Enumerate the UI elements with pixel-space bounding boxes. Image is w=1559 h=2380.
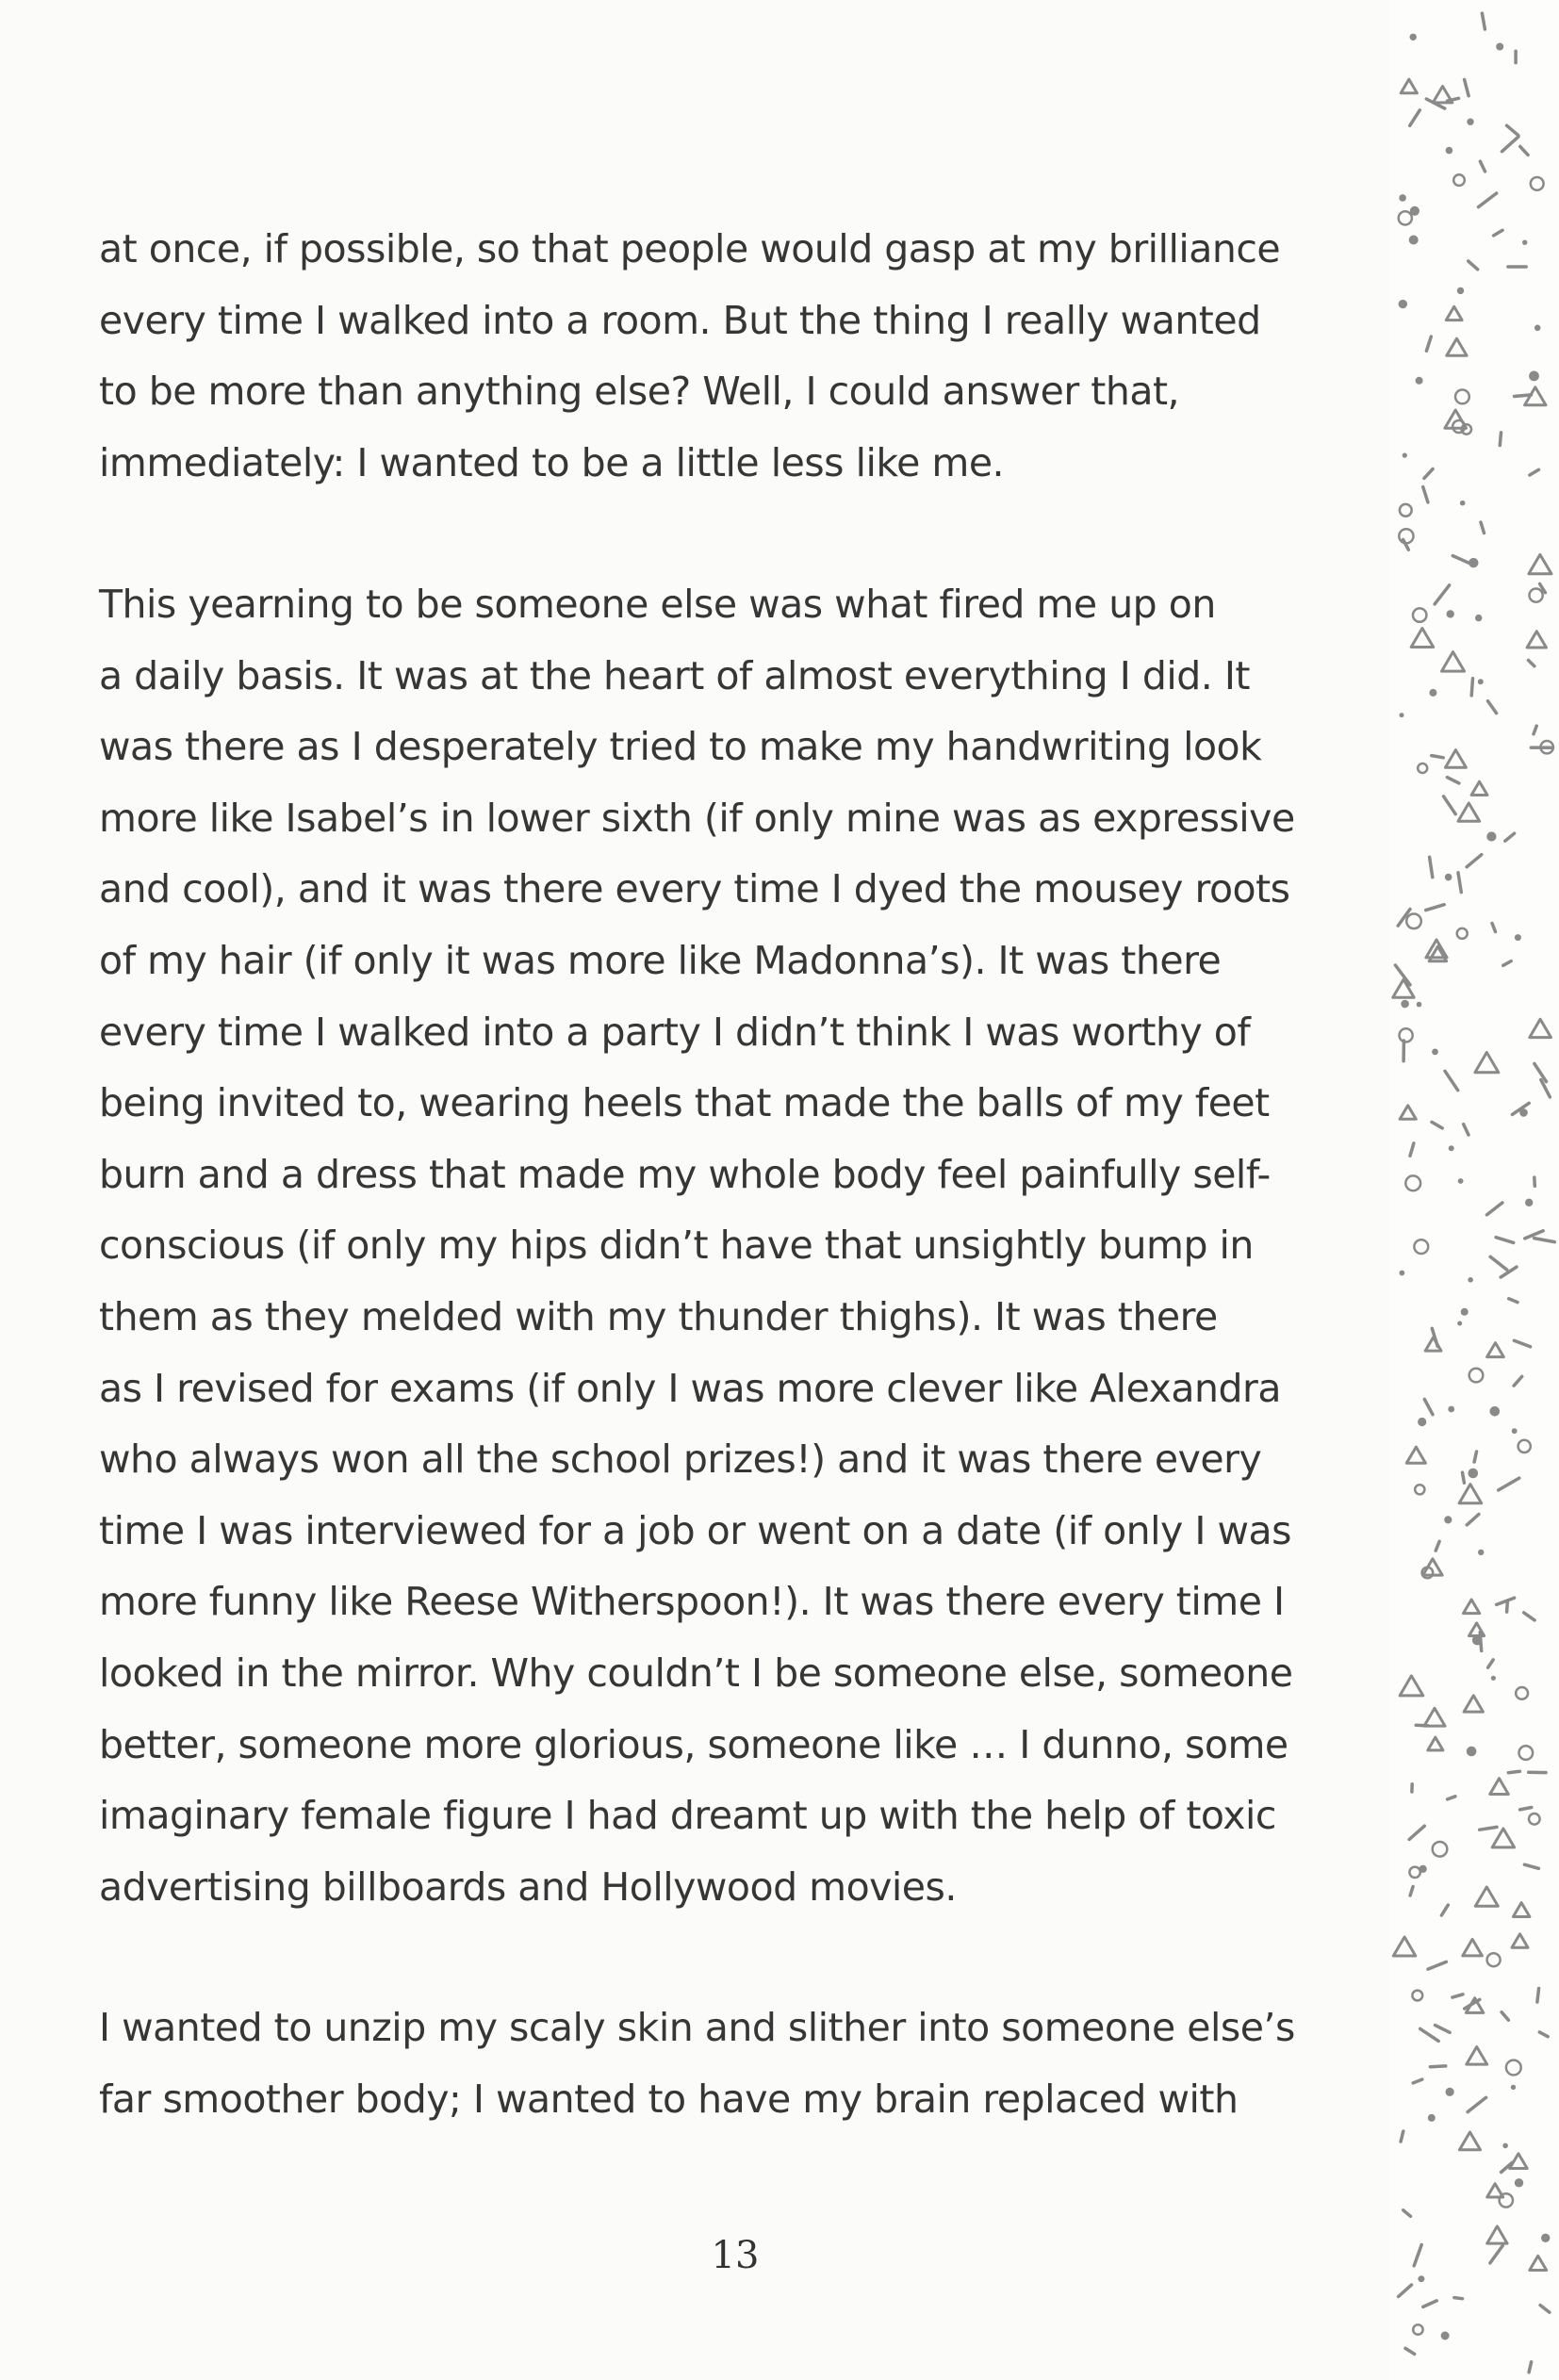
confetti-mark bbox=[1516, 1687, 1528, 1699]
confetti-mark bbox=[1527, 632, 1546, 648]
confetti-mark bbox=[1414, 1239, 1428, 1254]
confetti-mark bbox=[1399, 194, 1406, 202]
confetti-mark bbox=[1487, 2226, 1507, 2243]
confetti-mark bbox=[1467, 119, 1473, 125]
confetti-mark bbox=[1502, 2143, 1508, 2149]
confetti-mark bbox=[1541, 2234, 1550, 2242]
confetti-mark bbox=[1423, 2301, 1436, 2307]
confetti-mark bbox=[1499, 1478, 1519, 1490]
confetti-mark bbox=[1447, 778, 1459, 783]
confetti-mark bbox=[1488, 1660, 1494, 1667]
confetti-mark bbox=[1539, 2032, 1548, 2037]
confetti-mark bbox=[1519, 1746, 1534, 1760]
confetti-mark bbox=[1467, 1747, 1477, 1757]
confetti-mark bbox=[1491, 1676, 1496, 1681]
confetti-mark bbox=[1524, 1864, 1538, 1868]
confetti-mark bbox=[1522, 240, 1527, 245]
confetti-mark bbox=[1424, 1400, 1433, 1415]
confetti-mark bbox=[1432, 1049, 1438, 1056]
confetti-mark bbox=[1515, 395, 1532, 397]
confetti-mark bbox=[1497, 1598, 1515, 1604]
confetti-mark bbox=[1469, 1469, 1479, 1479]
confetti-mark bbox=[1511, 2085, 1516, 2090]
text-line: as I revised for exams (if only I was more clever like Alexandra bbox=[99, 1365, 1281, 1411]
confetti-mark bbox=[1478, 1550, 1484, 1555]
confetti-mark bbox=[1503, 961, 1512, 966]
confetti-mark bbox=[1425, 1338, 1441, 1351]
confetti-mark bbox=[1515, 934, 1521, 941]
confetti-mark bbox=[1537, 1989, 1539, 2003]
confetti-mark bbox=[1464, 1600, 1480, 1614]
confetti-mark bbox=[1432, 756, 1443, 758]
confetti-mark bbox=[1506, 2060, 1521, 2076]
confetti-mark bbox=[1420, 2028, 1439, 2041]
text-line: a daily basis. It was at the heart of almost everything I did. It bbox=[99, 652, 1251, 698]
confetti-mark bbox=[1424, 469, 1433, 479]
confetti-mark bbox=[1468, 2097, 1486, 2111]
confetti-mark bbox=[1426, 336, 1431, 351]
confetti-mark bbox=[1457, 1321, 1462, 1326]
confetti-mark bbox=[1530, 469, 1539, 475]
confetti-mark bbox=[1534, 1239, 1555, 1242]
confetti-mark bbox=[1428, 2114, 1436, 2122]
confetti-mark bbox=[1401, 1000, 1409, 1009]
confetti-mark bbox=[1413, 608, 1426, 621]
confetti-mark bbox=[1486, 831, 1496, 841]
confetti-mark bbox=[1496, 1238, 1514, 1243]
confetti-mark bbox=[1445, 410, 1467, 428]
confetti-mark bbox=[1530, 1019, 1551, 1037]
confetti-mark bbox=[1400, 1028, 1413, 1042]
confetti-mark bbox=[1409, 1826, 1424, 1839]
text-line: This yearning to be someone else was what fired me up on bbox=[99, 582, 1216, 627]
confetti-mark bbox=[1500, 2193, 1513, 2207]
confetti-mark bbox=[1458, 1178, 1464, 1184]
confetti-mark bbox=[1416, 377, 1423, 385]
confetti-mark bbox=[1423, 487, 1428, 502]
text-line: them as they melded with my thunder thighs). It was there bbox=[99, 1293, 1218, 1339]
confetti-mark bbox=[1529, 554, 1551, 573]
confetti-mark bbox=[1441, 1905, 1448, 1915]
text-line: burn and a dress that made my whole body feel painfully self- bbox=[99, 1151, 1271, 1197]
confetti-mark bbox=[1502, 137, 1518, 152]
confetti-mark bbox=[1409, 236, 1419, 245]
confetti-mark bbox=[1410, 1143, 1414, 1156]
confetti-mark bbox=[1529, 2362, 1532, 2372]
confetti-mark bbox=[1488, 701, 1497, 714]
confetti-mark bbox=[1467, 1515, 1479, 1525]
page-number: 13 bbox=[711, 2234, 760, 2277]
confetti-mark bbox=[1467, 855, 1482, 867]
confetti-mark bbox=[1482, 13, 1485, 29]
confetti-mark bbox=[1520, 1808, 1532, 1810]
confetti-mark bbox=[1465, 79, 1469, 95]
confetti-mark bbox=[1524, 1613, 1534, 1620]
confetti-mark bbox=[1540, 2306, 1550, 2313]
paragraph-3 bbox=[99, 1993, 1357, 2135]
confetti-mark bbox=[1518, 1440, 1531, 1453]
confetti-mark bbox=[1415, 1485, 1424, 1494]
confetti-mark bbox=[1463, 1939, 1483, 1956]
confetti-mark bbox=[1458, 803, 1480, 821]
confetti-mark bbox=[1480, 1827, 1497, 1830]
paragraph-1 bbox=[99, 214, 1357, 499]
confetti-mark bbox=[1413, 2324, 1422, 2334]
confetti-mark bbox=[1460, 501, 1466, 506]
confetti-mark bbox=[1525, 1199, 1533, 1206]
confetti-mark bbox=[1406, 1447, 1425, 1463]
text-line: at once, if possible, so that people would gasp at my brilliance bbox=[99, 226, 1281, 271]
confetti-mark bbox=[1512, 1934, 1528, 1948]
confetti-mark bbox=[1452, 1994, 1463, 1997]
confetti-mark bbox=[1435, 585, 1450, 604]
confetti-mark bbox=[1412, 1991, 1422, 2001]
confetti-mark bbox=[1400, 1106, 1416, 1120]
text-line: was there as I desperately tried to make my handwriting look bbox=[99, 724, 1262, 770]
confetti-mark bbox=[1512, 1428, 1518, 1434]
confetti-mark bbox=[1447, 610, 1454, 617]
confetti-mark bbox=[1445, 1071, 1458, 1090]
confetti-mark bbox=[1475, 1887, 1498, 1906]
confetti-mark bbox=[1432, 1122, 1442, 1128]
confetti-mark bbox=[1534, 1177, 1535, 1186]
confetti-pattern-graphic bbox=[1390, 0, 1559, 2380]
confetti-mark bbox=[1445, 874, 1452, 881]
text-line: better, someone more glorious, someone like … I dunno, some bbox=[99, 1721, 1288, 1767]
confetti-mark bbox=[1500, 433, 1501, 446]
confetti-mark bbox=[1530, 2256, 1547, 2270]
confetti-mark bbox=[1515, 2178, 1523, 2187]
confetti-mark bbox=[1464, 1696, 1483, 1712]
text-line: and cool), and it was there every time I dyed the mousey roots bbox=[99, 866, 1290, 912]
confetti-mark bbox=[1448, 1406, 1454, 1413]
confetti-mark bbox=[1487, 1203, 1502, 1215]
confetti-mark bbox=[1401, 2131, 1403, 2142]
confetti-mark bbox=[1494, 230, 1503, 236]
confetti-mark bbox=[1457, 287, 1464, 294]
text-line: more funny like Reese Witherspoon!). It was there every time I bbox=[99, 1579, 1285, 1625]
confetti-mark bbox=[1507, 125, 1518, 135]
confetti-mark bbox=[1464, 1124, 1469, 1135]
confetti-mark bbox=[1418, 1418, 1426, 1426]
confetti-mark bbox=[1418, 763, 1427, 773]
confetti-mark bbox=[1446, 306, 1462, 320]
confetti-mark bbox=[1459, 2132, 1480, 2150]
confetti-mark bbox=[1448, 1797, 1455, 1799]
text-line: immediately: I wanted to be a little less like me. bbox=[99, 439, 1005, 485]
confetti-mark bbox=[1519, 1108, 1528, 1117]
text-line: every time I walked into a party I didn’t think I was worthy of bbox=[99, 1009, 1251, 1055]
confetti-mark bbox=[1507, 1600, 1508, 1612]
confetti-mark bbox=[1424, 1708, 1445, 1726]
confetti-mark bbox=[1472, 1635, 1483, 1646]
confetti-mark bbox=[1418, 2275, 1424, 2282]
confetti-mark bbox=[1405, 2348, 1415, 2354]
confetti-mark bbox=[1510, 2154, 1528, 2169]
confetti-mark bbox=[1481, 522, 1485, 533]
text-line: imaginary female figure I had dreamt up with the help of toxic bbox=[99, 1793, 1276, 1839]
confetti-mark bbox=[1534, 325, 1541, 332]
confetti-mark bbox=[1403, 2210, 1411, 2217]
text-line: who always won all the school prizes!) and it was there every bbox=[99, 1436, 1262, 1483]
confetti-mark bbox=[1490, 1256, 1507, 1270]
confetti-mark bbox=[1463, 1472, 1465, 1483]
confetti-mark bbox=[1505, 833, 1515, 841]
confetti-mark bbox=[1475, 1053, 1499, 1073]
confetti-mark bbox=[1430, 857, 1433, 877]
confetti-mark bbox=[1399, 2285, 1412, 2296]
confetti-mark bbox=[1446, 750, 1467, 768]
confetti-mark bbox=[1430, 2066, 1445, 2067]
text-line: every time I walked into a room. But the thing I really wanted bbox=[99, 297, 1261, 343]
confetti-mark bbox=[1414, 2245, 1421, 2266]
confetti-mark bbox=[1529, 661, 1534, 666]
confetti-mark bbox=[1393, 979, 1415, 997]
confetti-mark bbox=[1399, 529, 1413, 543]
confetti-mark bbox=[1400, 504, 1412, 517]
text-line: to be more than anything else? Well, I could answer that, bbox=[99, 369, 1180, 415]
confetti-mark bbox=[1469, 1369, 1484, 1383]
confetti-mark bbox=[1416, 1725, 1428, 1726]
confetti-mark bbox=[1508, 1771, 1519, 1772]
decorative-border-pattern bbox=[1390, 0, 1559, 2380]
confetti-mark bbox=[1449, 1145, 1454, 1151]
confetti-mark bbox=[1474, 1452, 1476, 1462]
confetti-mark bbox=[1428, 1961, 1446, 1969]
text-line: conscious (if only my hips didn’t have that unsightly bump in bbox=[99, 1223, 1254, 1269]
confetti-mark bbox=[1410, 34, 1417, 41]
paragraph-2 bbox=[99, 569, 1357, 1923]
confetti-mark bbox=[1400, 1271, 1405, 1276]
text-line: time I was interviewed for a job or went on a date (if only I was bbox=[99, 1507, 1291, 1553]
confetti-mark bbox=[1409, 1867, 1420, 1878]
confetti-mark bbox=[1492, 924, 1496, 932]
confetti-mark bbox=[1436, 2026, 1451, 2033]
confetti-mark bbox=[1446, 2088, 1454, 2096]
confetti-mark bbox=[1471, 679, 1472, 696]
confetti-mark bbox=[1413, 2079, 1422, 2083]
confetti-mark bbox=[1514, 1340, 1530, 1347]
confetti-mark bbox=[1401, 79, 1417, 93]
confetti-mark bbox=[1509, 1299, 1518, 1303]
confetti-mark bbox=[1490, 2246, 1502, 2263]
confetti-mark bbox=[1405, 1175, 1420, 1190]
confetti-mark bbox=[1480, 161, 1485, 172]
confetti-mark bbox=[1520, 146, 1528, 155]
text-line: I wanted to unzip my scaly skin and slither into someone else’s bbox=[99, 2005, 1295, 2050]
confetti-mark bbox=[1534, 726, 1536, 734]
confetti-mark bbox=[1453, 174, 1465, 186]
confetti-mark bbox=[1529, 1814, 1540, 1825]
confetti-mark bbox=[1436, 1541, 1439, 1551]
confetti-mark bbox=[1428, 1737, 1443, 1750]
confetti-mark bbox=[1490, 1406, 1501, 1417]
confetti-mark bbox=[1410, 110, 1420, 126]
confetti-mark bbox=[1403, 539, 1409, 550]
confetti-mark bbox=[1399, 211, 1412, 224]
confetti-mark bbox=[1452, 556, 1470, 565]
confetti-mark bbox=[1457, 928, 1468, 939]
confetti-mark bbox=[1469, 1623, 1485, 1636]
confetti-mark bbox=[1487, 1953, 1501, 1966]
confetti-mark bbox=[1406, 914, 1421, 929]
confetti-mark bbox=[1529, 371, 1539, 382]
text-line: far smoother body; I wanted to have my brain replaced with bbox=[99, 2076, 1239, 2122]
confetti-mark bbox=[1531, 177, 1544, 190]
text-line: advertising billboards and Hollywood movies. bbox=[99, 1863, 957, 1910]
confetti-mark bbox=[1444, 1516, 1452, 1523]
confetti-mark bbox=[1513, 1903, 1530, 1917]
text-line: of my hair (if only it was more like Madonna’s). It was there bbox=[99, 937, 1222, 983]
confetti-mark bbox=[1492, 1829, 1514, 1847]
confetti-mark bbox=[1411, 629, 1434, 648]
confetti-mark bbox=[1475, 615, 1482, 621]
confetti-mark bbox=[1433, 1842, 1448, 1857]
confetti-mark bbox=[1393, 1937, 1416, 1956]
confetti-mark bbox=[1478, 679, 1484, 684]
confetti-mark bbox=[1514, 1376, 1522, 1386]
confetti-mark bbox=[1471, 781, 1487, 795]
confetti-mark bbox=[1530, 589, 1543, 602]
confetti-mark bbox=[1399, 300, 1407, 308]
confetti-mark bbox=[1441, 2332, 1450, 2340]
confetti-mark bbox=[1444, 796, 1456, 814]
confetti-mark bbox=[1502, 2012, 1508, 2021]
confetti-mark bbox=[1469, 261, 1478, 270]
confetti-mark bbox=[1417, 1002, 1422, 1008]
confetti-mark bbox=[1454, 2298, 1463, 2299]
confetti-mark bbox=[1468, 1277, 1473, 1283]
text-line: looked in the mirror. Why couldn’t I be someone else, someone bbox=[99, 1650, 1293, 1696]
text-line: more like Isabel’s in lower sixth (if only mine was as expressive bbox=[99, 795, 1295, 841]
confetti-mark bbox=[1461, 1308, 1469, 1316]
confetti-mark bbox=[1447, 338, 1467, 355]
text-line: being invited to, wearing heels that made the balls of my feet bbox=[99, 1080, 1270, 1126]
confetti-mark bbox=[1442, 652, 1465, 672]
confetti-mark bbox=[1426, 905, 1445, 911]
confetti-mark bbox=[1429, 689, 1436, 697]
confetti-mark bbox=[1410, 1887, 1413, 1896]
confetti-mark bbox=[1479, 193, 1497, 207]
confetti-mark bbox=[1496, 43, 1503, 51]
confetti-mark bbox=[1459, 1485, 1482, 1503]
confetti-mark bbox=[1420, 1865, 1427, 1873]
confetti-mark bbox=[1458, 873, 1461, 893]
confetti-mark bbox=[1487, 1343, 1504, 1357]
confetti-mark bbox=[1400, 1676, 1423, 1696]
confetti-mark bbox=[1467, 2047, 1487, 2065]
confetti-mark bbox=[1490, 1779, 1509, 1795]
confetti-mark bbox=[1446, 147, 1453, 155]
confetti-mark bbox=[1400, 713, 1404, 717]
confetti-mark bbox=[1403, 453, 1407, 458]
confetti-mark bbox=[1455, 390, 1469, 404]
